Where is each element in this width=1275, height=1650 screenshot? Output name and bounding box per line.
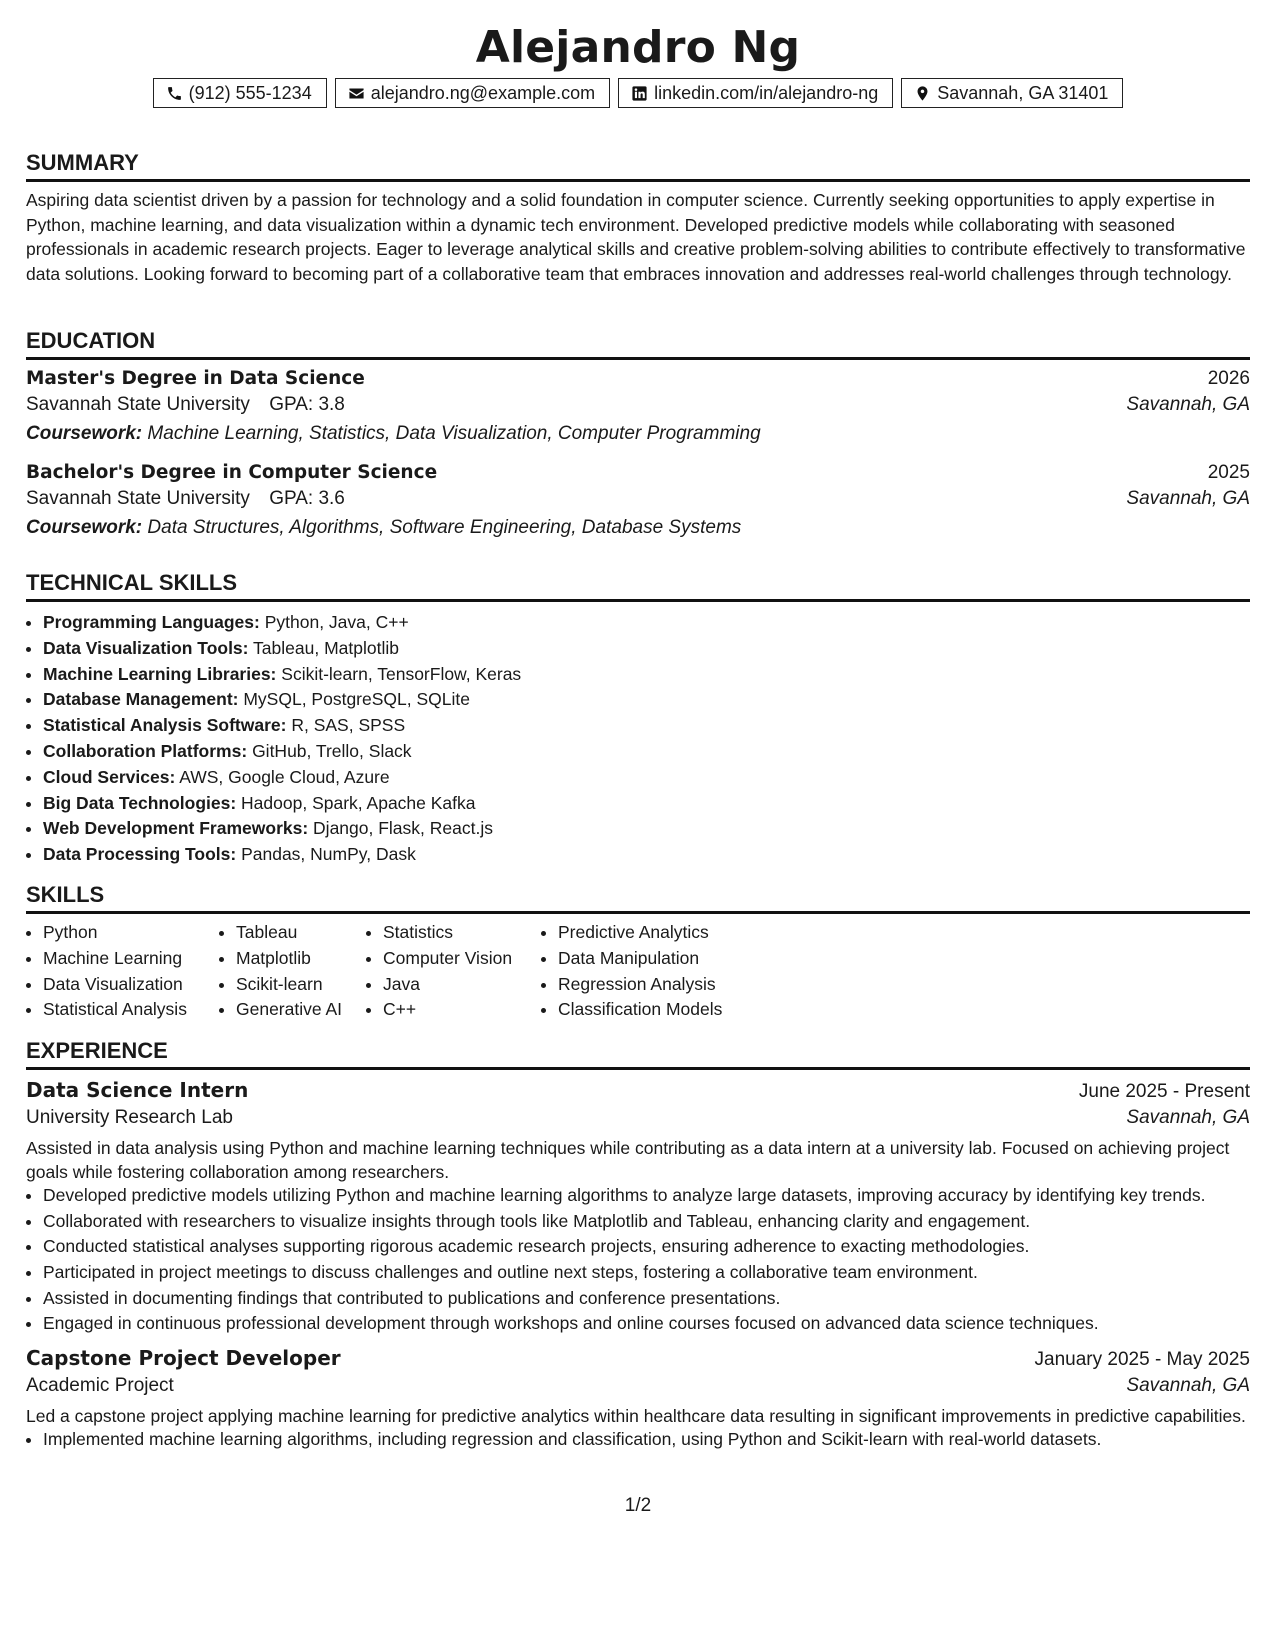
job-bullets	[26, 1428, 1250, 1452]
job-bullets	[26, 1184, 1250, 1336]
skill-category: Collaboration Platforms:	[43, 740, 248, 761]
list-item: • Java	[383, 972, 541, 998]
contact-location-text: Savannah, GA 31401	[937, 83, 1109, 103]
section-title-skills: SKILLS	[26, 882, 1250, 914]
job-title: Data Science Intern	[26, 1078, 249, 1102]
coursework-list: Machine Learning, Statistics, Data Visualization, Computer Programming	[147, 423, 761, 444]
school-name: Savannah State University	[26, 488, 250, 509]
list-item: • Machine Learning	[43, 946, 219, 972]
list-item	[43, 713, 1250, 739]
list-item	[43, 739, 1250, 765]
coursework-label: Coursework:	[26, 517, 143, 538]
degree-title: Bachelor's Degree in Computer Science	[26, 462, 438, 483]
list-item: • Regression Analysis	[558, 972, 798, 998]
skills-grid	[26, 920, 1250, 1023]
coursework	[26, 514, 1250, 542]
list-item: • Implemented machine learning algorithms, including regression and classification, using Python and Scikit-learn with real-world datasets.	[43, 1428, 1250, 1452]
contact-bar	[26, 78, 1250, 108]
envelope-icon	[348, 85, 365, 102]
job-description: Led a capstone project applying machine learning for predictive analytics within healthcare data resulting in significant improvements in predictive capabilities.	[26, 1405, 1246, 1426]
list-item: • Tableau	[236, 920, 366, 946]
skill-category: Web Development Frameworks:	[43, 818, 309, 839]
skill-values: GitHub, Trello, Slack	[252, 740, 412, 761]
company-name: University Research Lab	[26, 1107, 233, 1128]
skill-values: Pandas, NumPy, Dask	[241, 844, 416, 865]
contact-phone[interactable]	[153, 78, 327, 108]
job-entry	[26, 1346, 1250, 1452]
list-item: • Computer Vision	[383, 946, 541, 972]
phone-icon	[166, 85, 183, 102]
technical-skills-section	[26, 570, 1250, 868]
school-location: Savannah, GA	[1126, 394, 1250, 415]
list-item: • Statistics	[383, 920, 541, 946]
job-title: Capstone Project Developer	[26, 1345, 341, 1370]
candidate-name: Alejandro Ng	[475, 22, 801, 73]
education-entry	[26, 368, 1250, 448]
skill-category: Cloud Services:	[43, 766, 176, 787]
map-pin-icon	[914, 85, 931, 102]
contact-email[interactable]	[335, 78, 610, 108]
education-section	[26, 328, 1250, 542]
summary-section	[26, 150, 1250, 286]
section-title-technical-skills: TECHNICAL SKILLS	[26, 570, 1250, 602]
skill-values: R, SAS, SPSS	[291, 715, 406, 736]
list-item: • Collaborated with researchers to visualize insights through tools like Matplotlib and Tableau, enhancing clarity and engagement.	[43, 1210, 1250, 1234]
contact-linkedin-text: linkedin.com/in/alejandro-ng	[654, 83, 879, 103]
skill-values: MySQL, PostgreSQL, SQLite	[243, 689, 470, 710]
resume-page	[26, 0, 1250, 1516]
experience-section	[26, 1038, 1250, 1454]
skill-values: Tableau, Matplotlib	[253, 637, 399, 658]
job-description: Assisted in data analysis using Python and machine learning techniques while contributing as a data intern at a university lab. Focused on achieving project goals while fostering collaboration among researchers.	[26, 1138, 1230, 1182]
skills-column	[26, 920, 219, 1023]
page-number: 1/2	[624, 1495, 652, 1516]
list-item: • Assisted in documenting findings that contributed to publications and conference presentations.	[43, 1287, 1250, 1311]
list-item	[43, 610, 1250, 636]
list-item: • Participated in project meetings to discuss challenges and outline next steps, fostering a collaborative team environment.	[43, 1261, 1250, 1285]
list-item: • Conducted statistical analyses supporting rigorous academic research projects, ensuring adherence to exacting methodologies.	[43, 1235, 1250, 1259]
skill-category: Database Management:	[43, 689, 239, 710]
list-item: • Matplotlib	[236, 946, 366, 972]
list-item: • C++	[383, 997, 541, 1023]
school-name: Savannah State University	[26, 394, 250, 415]
skill-category: Data Processing Tools:	[43, 844, 237, 865]
skills-column	[366, 920, 541, 1023]
coursework	[26, 420, 1250, 448]
skill-category: Statistical Analysis Software:	[43, 715, 287, 736]
list-item	[43, 662, 1250, 688]
list-item	[43, 636, 1250, 662]
skill-values: Django, Flask, React.js	[313, 818, 493, 839]
graduation-year: 2025	[1207, 462, 1250, 483]
job-location: Savannah, GA	[1126, 1107, 1250, 1128]
skill-values: Hadoop, Spark, Apache Kafka	[241, 792, 476, 813]
section-title-experience: EXPERIENCE	[26, 1038, 1250, 1070]
graduation-year: 2026	[1207, 368, 1250, 389]
linkedin-icon	[631, 85, 648, 102]
contact-linkedin[interactable]	[618, 78, 893, 108]
coursework-label: Coursework:	[26, 423, 143, 444]
skills-section	[26, 882, 1250, 1023]
skill-values: Python, Java, C++	[264, 612, 409, 632]
job-location: Savannah, GA	[1126, 1374, 1250, 1396]
skill-category: Programming Languages:	[43, 612, 260, 632]
list-item: • Data Visualization	[43, 972, 219, 998]
technical-skills-list	[26, 610, 1250, 868]
list-item: • Statistical Analysis	[43, 997, 219, 1023]
list-item: • Predictive Analytics	[558, 920, 798, 946]
job-entry	[26, 1078, 1250, 1336]
list-item: • Scikit-learn	[236, 972, 366, 998]
coursework-list: Data Structures, Algorithms, Software Engineering, Database Systems	[147, 517, 742, 538]
degree-title: Master's Degree in Data Science	[26, 368, 365, 389]
summary-text: Aspiring data scientist driven by a passion for technology and a solid foundation in computer science. Currently seeking opportunities to apply expertise in Python, machine learning, and data visualization within a dynamic tech environment. Developed predictive models while collaborating with seasoned professionals in academic research projects. Eager to leverage analytical skills and creative problem-solving abilities to contribute effectively to transformative data solutions. Looking forward to becoming part of a collaborative team that embraces innovation and addresses real-world challenges through technology.	[26, 190, 1246, 284]
list-item: • Engaged in continuous professional development through workshops and online courses focused on advanced data science techniques.	[43, 1312, 1250, 1336]
list-item: • Data Manipulation	[558, 946, 798, 972]
section-title-summary: SUMMARY	[26, 150, 1250, 182]
skill-category: Data Visualization Tools:	[43, 637, 249, 658]
section-title-education: EDUCATION	[26, 328, 1250, 360]
contact-email-text: alejandro.ng@example.com	[370, 83, 596, 103]
list-item: • Classification Models	[558, 997, 798, 1023]
list-item: • Developed predictive models utilizing Python and machine learning algorithms to analyze large datasets, improving accuracy by identifying key trends.	[43, 1184, 1250, 1208]
contact-phone-text: (912) 555-1234	[188, 83, 312, 103]
gpa: GPA: 3.8	[269, 394, 345, 415]
skills-column	[541, 920, 798, 1023]
skill-values: Scikit-learn, TensorFlow, Keras	[281, 663, 522, 684]
skills-column	[219, 920, 366, 1023]
list-item	[43, 765, 1250, 791]
list-item	[43, 842, 1250, 868]
job-dates: June 2025 - Present	[1078, 1081, 1250, 1102]
list-item: • Python	[43, 920, 219, 946]
education-entry	[26, 462, 1250, 542]
skill-values: AWS, Google Cloud, Azure	[179, 766, 390, 787]
gpa: GPA: 3.6	[269, 488, 345, 509]
list-item: • Generative AI	[236, 997, 366, 1023]
skill-category: Big Data Technologies:	[43, 792, 237, 813]
skill-category: Machine Learning Libraries:	[43, 663, 277, 684]
school-location: Savannah, GA	[1126, 488, 1250, 509]
company-name: Academic Project	[26, 1374, 174, 1396]
list-item	[43, 687, 1250, 713]
list-item	[43, 791, 1250, 817]
contact-location[interactable]	[901, 78, 1123, 108]
list-item	[43, 816, 1250, 842]
job-dates: January 2025 - May 2025	[1034, 1348, 1250, 1370]
